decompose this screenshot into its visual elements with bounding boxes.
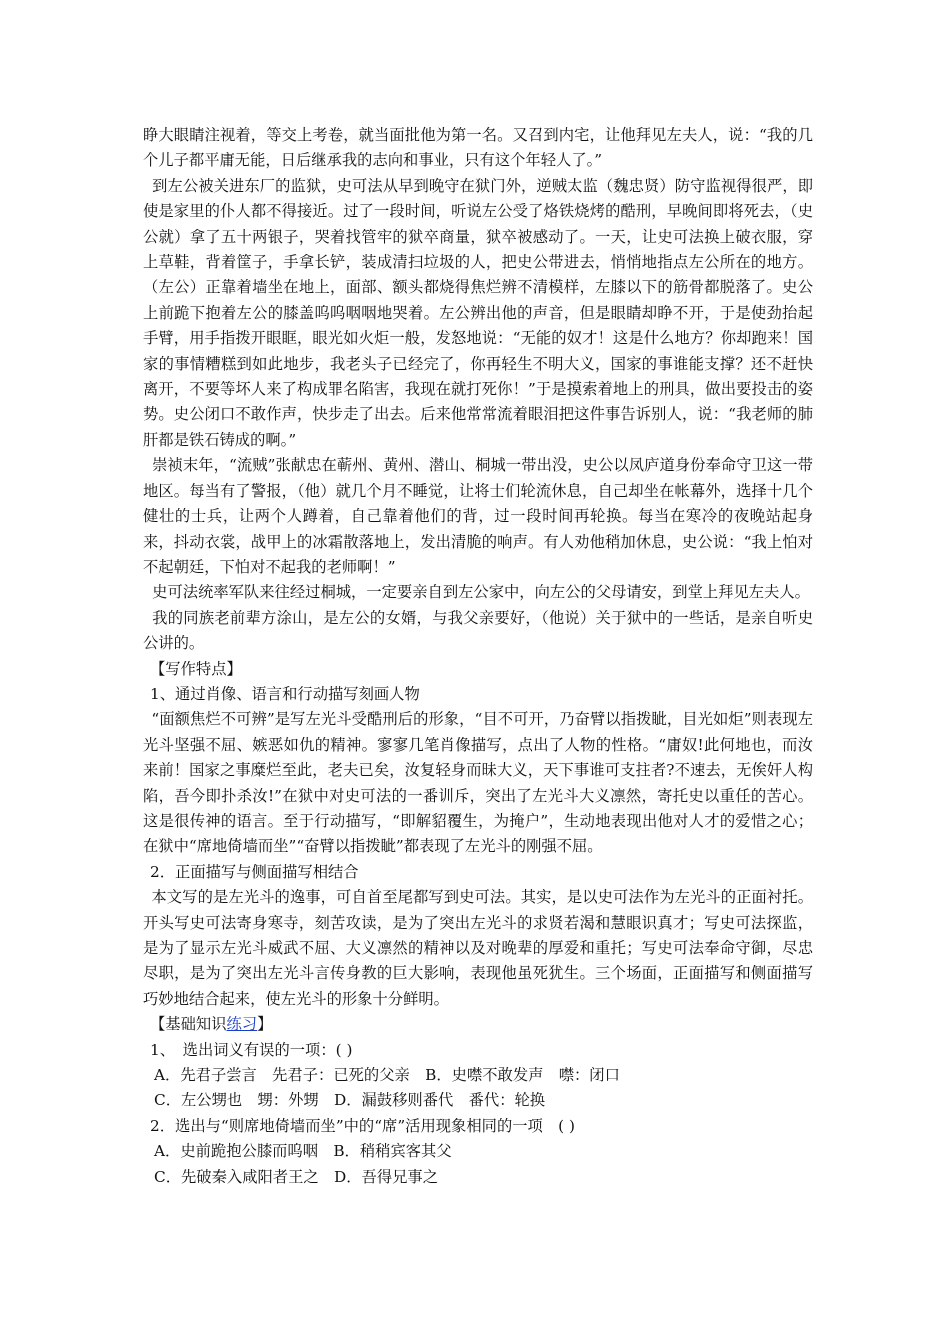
question-1-options-cd: C．左公甥也 甥：外甥 D．漏鼓移则番代 番代：轮换 — [154, 1091, 546, 1110]
writing-point-2-body: 本文写的是左光斗的逸事，可自首至尾都写到史可法。其实，是以史可法作为左光斗的正面衬托。开头写史可法寄身寒寺，刻苦攻读，是为了突出左光斗的求贤若渴和慧眼识真才；写史可法探监，是为了显示左光斗威武不屈、大义凛然的精神以及对晚辈的厚爱和重托；写史可法奉命守御，尽忠尽职，是为了突出左光斗言传身教的巨大影响，表现他虽死犹生。三个场面，正面描写和侧面描写巧妙地结合起来，使左光斗的形象十分鲜明。 — [143, 888, 813, 1008]
paragraph-4: 史可法统率军队来往经过桐城，一定要亲自到左公家中，向左公的父母请安，到堂上拜见左夫人。 — [152, 583, 810, 602]
document-page — [143, 123, 813, 1190]
question-2: 2．选出与“则席地倚墙而坐”中的“席”活用现象相同的一项 ( ) — [150, 1116, 575, 1135]
exercise-heading-suffix: 】 — [257, 1015, 273, 1034]
exercise-heading — [143, 1012, 813, 1037]
question-1: 1、 选出词义有误的一项：( ) — [150, 1040, 353, 1059]
paragraph-3: 崇祯末年，“流贼”张献忠在蕲州、黄州、潜山、桐城一带出没，史公以凤庐道身份奉命守卫这一带地区。每当有了警报，（他）就几个月不睡觉，让将士们轮流休息，自己却坐在帐幕外，选择十几个健壮的士兵，让两个人蹲着，自己靠着他们的背，过一段时间再轮换。每当在寒冷的夜晚站起身来，抖动衣裳，战甲上的冰霜散落地上，发出清脆的响声。有人劝他稍加休息，史公说：“我上怕对不起朝廷，下怕对不起我的老师啊！” — [143, 456, 813, 576]
paragraph-1: 睁大眼睛注视着，等交上考卷，就当面批他为第一名。又召到内宅，让他拜见左夫人，说：“我的几个儿子都平庸无能，日后继承我的志向和事业，只有这个年轻人了。” — [143, 126, 813, 170]
question-2-options-ab: A．史前跪抱公膝而呜咽 B．稍稍宾客其父 — [154, 1142, 452, 1161]
question-1-options-ab: A．先君子尝言 先君子：已死的父亲 B．史噤不敢发声 噤：闭口 — [154, 1066, 620, 1085]
writing-point-1-title: 1、通过肖像、语言和行动描写刻画人物 — [150, 684, 420, 703]
writing-point-2-title: 2．正面描写与侧面描写相结合 — [150, 862, 359, 881]
writing-point-1-body: “面额焦烂不可辨”是写左光斗受酷刑后的形象，“目不可开，乃奋臂以指拨眦，目光如炬”则表现左光斗坚强不屈、嫉恶如仇的精神。寥寥几笔肖像描写，点出了人物的性格。“庸奴!此何地也，而汝来前！国家之事糜烂至此，老夫已矣，汝复轻身而昧大义，天下事谁可支拄者?不速去，无俟奸人构陷，吾今即扑杀汝!”在狱中对史可法的一番训斥，突出了左光斗大义凛然，寄托史以重任的苦心。这是很传神的语言。至于行动描写，“即解貂覆生，为掩户”，生动地表现出他对人才的爱惜之心；在狱中“席地倚墙而坐”“奋臂以指拨眦”都表现了左光斗的刚强不屈。 — [143, 710, 813, 856]
writing-features-heading: 【写作特点】 — [150, 659, 242, 678]
paragraph-5: 我的同族老前辈方涂山，是左公的女婿，与我父亲要好，（他说）关于狱中的一些话，是亲自听史公讲的。 — [143, 608, 813, 653]
exercise-heading-prefix: 【基础知识 — [150, 1015, 227, 1034]
question-2-options-cd: C．先破秦入咸阳者王之 D．吾得兄事之 — [154, 1167, 439, 1186]
practice-link[interactable]: 练习 — [226, 1015, 258, 1034]
paragraph-2: 到左公被关进东厂的监狱，史可法从早到晚守在狱门外，逆贼太监（魏忠贤）防守监视得很严，即使是家里的仆人都不得接近。过了一段时间，听说左公受了烙铁烧烤的酷刑，早晚间即将死去，（史公就）拿了五十两银子，哭着找管牢的狱卒商量，狱卒被感动了。一天，让史可法换上破衣服，穿上草鞋，背着筐子，手拿长铲，装成清扫垃圾的人，把史公带进去，悄悄地指点左公所在的地方。（左公）正靠着墙坐在地上，面部、额头都烧得焦烂辨不清模样，左膝以下的筋骨都脱落了。史公上前跪下抱着左公的膝盖呜呜咽咽地哭着。左公辨出他的声音，但是眼睛却睁不开，于是使劲抬起手臂，用手指拨开眼眶，眼光如火炬一般，发怒地说：“无能的奴才！这是什么地方？你却跑来！国家的事情糟糕到如此地步，我老头子已经完了，你再轻生不明大义，国家的事谁能支撑？还不赶快离开，不要等坏人来了构成罪名陷害，我现在就打死你！”于是摸索着地上的刑具，做出要投击的姿势。史公闭口不敢作声，快步走了出去。后来他常常流着眼泪把这件事告诉别人，说：“我老师的肺肝都是铁石铸成的啊。” — [143, 176, 813, 449]
